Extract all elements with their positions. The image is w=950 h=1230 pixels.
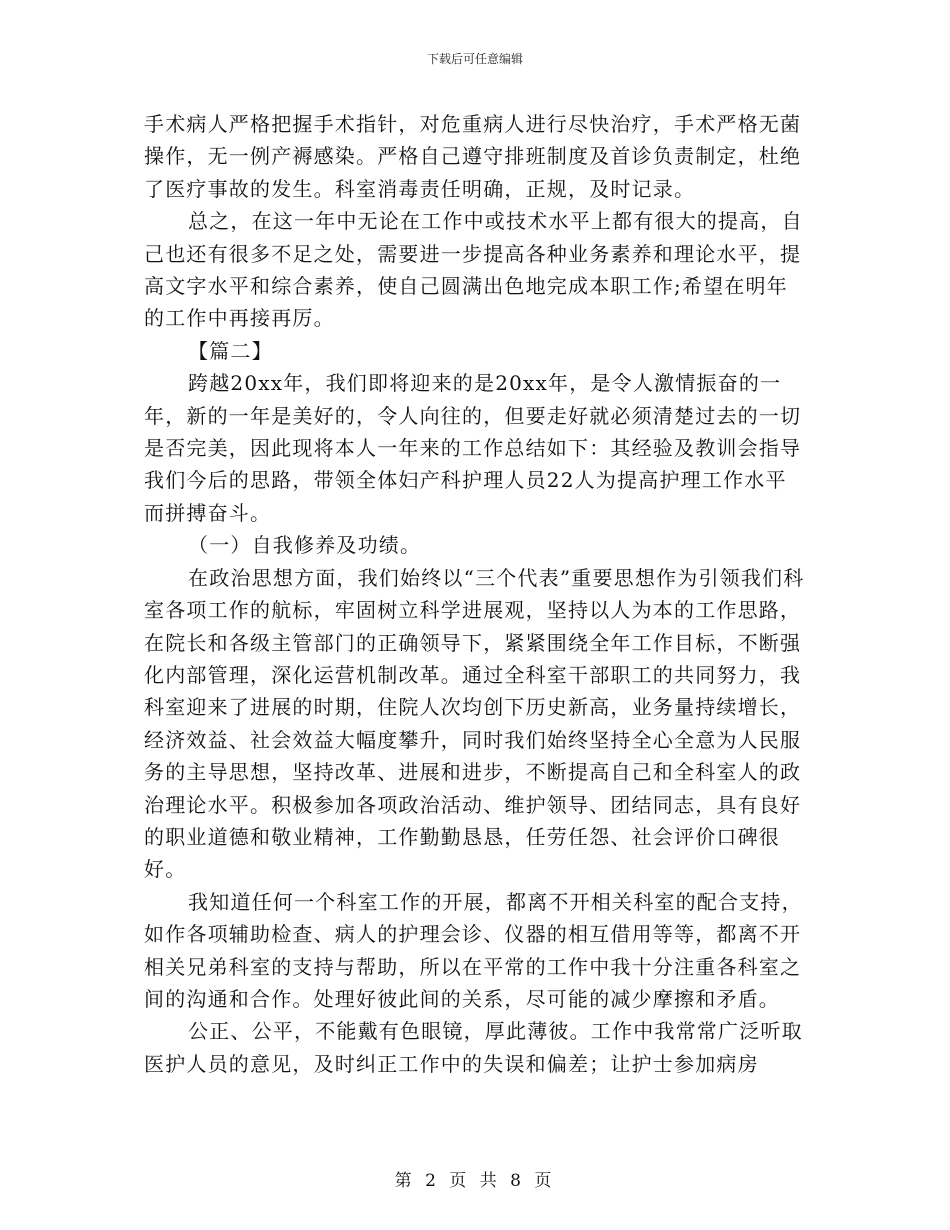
paragraph-political-thought: 在政治思想方面，我们始终以“三个代表”重要思想作为引领我们科室各项工作的航标，牢固树立科学进展观，坚持以人为本的工作思路，在院长和各级主管部门的正确领导下，紧紧围绕全年工作目标，不断强化内部管理，深化运营机制改革。通过全科室干部职工的共同努力，我科室迎来了进展的时期，住院人次均创下历史新高，业务量持续增长，经济效益、社会效益大幅度攀升，同时我们始终坚持全心全意为人民服务的主导思想，坚持改革、进展和进步，不断提高自己和全科室人的政治理论水平。积极参加各项政治活动、维护领导、团结同志，具有良好的职业道德和敬业精神，工作勤勤恳恳，任劳任怨、社会评价口碑很好。 xyxy=(144,565,805,882)
page-footer: 第 2 页 共 8 页 xyxy=(394,1171,556,1191)
paragraph-summary: 总之，在这一年中无论在工作中或技术水平上都有很大的提高，自己也还有很多不足之处，需要进一步提高各种业务素养和理论水平，提高文字水平和综合素养，使自己圆满出色地完成本职工作;希望在明年的工作中再接再厉。 xyxy=(144,209,803,331)
paragraph-intro: 跨越20xx年，我们即将迎来的是20xx年，是令人激情振奋的一年，新的一年是美好的，令人向往的，但要走好就必须清楚过去的一切是否完美，因此现将本人一年来的工作总结如下：其经验及教训会指导我们今后的思路，带领全体妇产科护理人员22人为提高护理工作水平而拼搏奋斗。 xyxy=(144,371,802,525)
subsection-heading-self-cultivation: （一）自我修养及功绩。 xyxy=(188,533,422,558)
paragraph-surgery: 手术病人严格把握手术指针，对危重病人进行尽快治疗，手术严格无菌操作，无一例产褥感染。严格自己遵守排班制度及首诊负责制定，杜绝了医疗事故的发生。科室消毒责任明确，正规，及时记录。 xyxy=(144,112,802,201)
section-heading-part-two: 【篇二】 xyxy=(188,338,273,363)
paragraph-fairness: 公正、公平，不能戴有色眼镜，厚此薄彼。工作中我常常广泛听取医护人员的意见，及时纠正工作中的失误和偏差；让护士参加病房 xyxy=(144,1019,803,1076)
page-header: 下载后可任意编辑 xyxy=(426,52,523,66)
document-body xyxy=(144,108,807,1080)
paragraph-cooperation: 我知道任何一个科室工作的开展，都离不开相关科室的配合支持，如作各项辅助检查、病人的护理会诊、仪器的相互借用等等，都离不开相关兄弟科室的支持与帮助，所以在平常的工作中我十分注重各科室之间的沟通和合作。处理好彼此间的关系，尽可能的减少摩擦和矛盾。 xyxy=(144,889,803,1011)
